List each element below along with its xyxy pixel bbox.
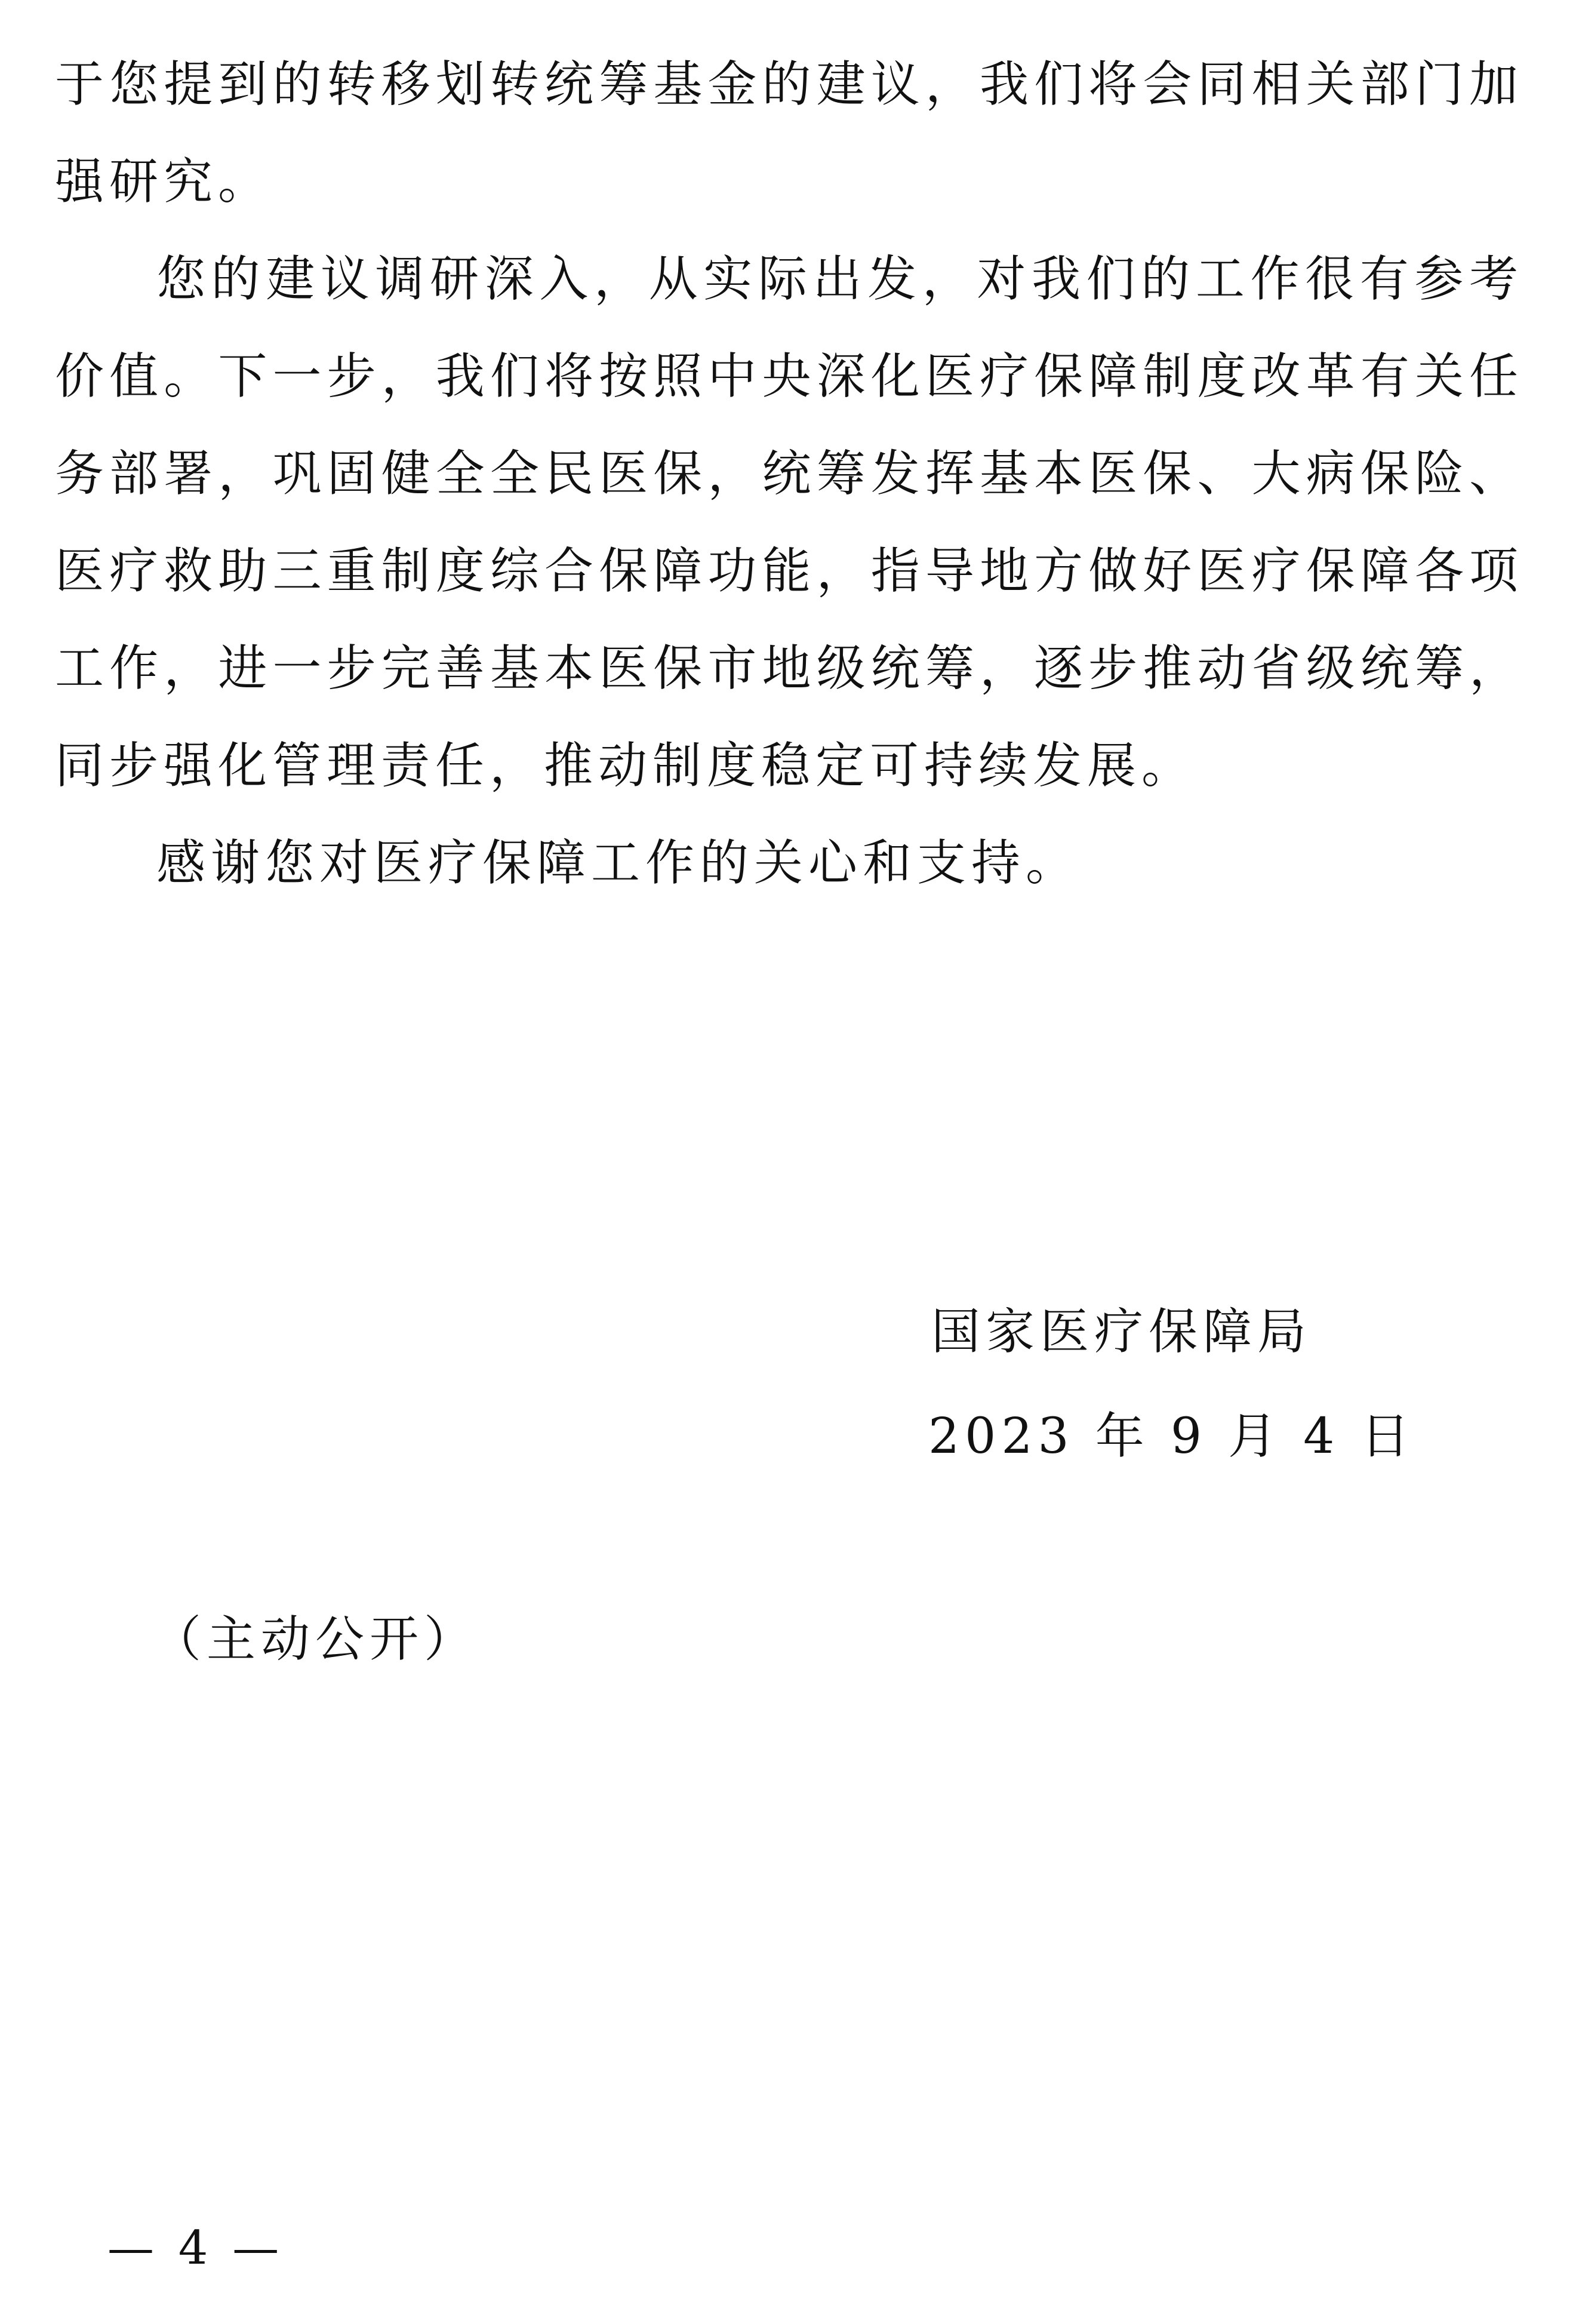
letter-body (55, 36, 1523, 912)
page-number: — 4 — (107, 2221, 284, 2275)
signature-date: 2023 年 9 月 4 日 (928, 1408, 1415, 1465)
signature-organization: 国家医疗保障局 (931, 1304, 1312, 1360)
paragraph-continuation: 于您提到的转移划转统筹基金的建议，我们将会同相关部门加强研究。 (55, 56, 1523, 210)
paragraph-next-steps: 您的建议调研深入，从实际出发，对我们的工作很有参考价值。下一步，我们将按照中央深化医疗保障制度改革有关任务部署，巩固健全全民医保，统筹发挥基本医保、大病保险、医疗救助三重制度综合保障功能，指导地方做好医疗保障各项工作，进一步完善基本医保市地级统筹，逐步推动省级统筹，同步强化管理责任，推动制度稳定可持续发展。 (55, 251, 1523, 794)
paragraph-thanks: 感谢您对医疗保障工作的关心和支持。 (156, 835, 1081, 892)
disclosure-note: （主动公开） (152, 1611, 479, 1668)
